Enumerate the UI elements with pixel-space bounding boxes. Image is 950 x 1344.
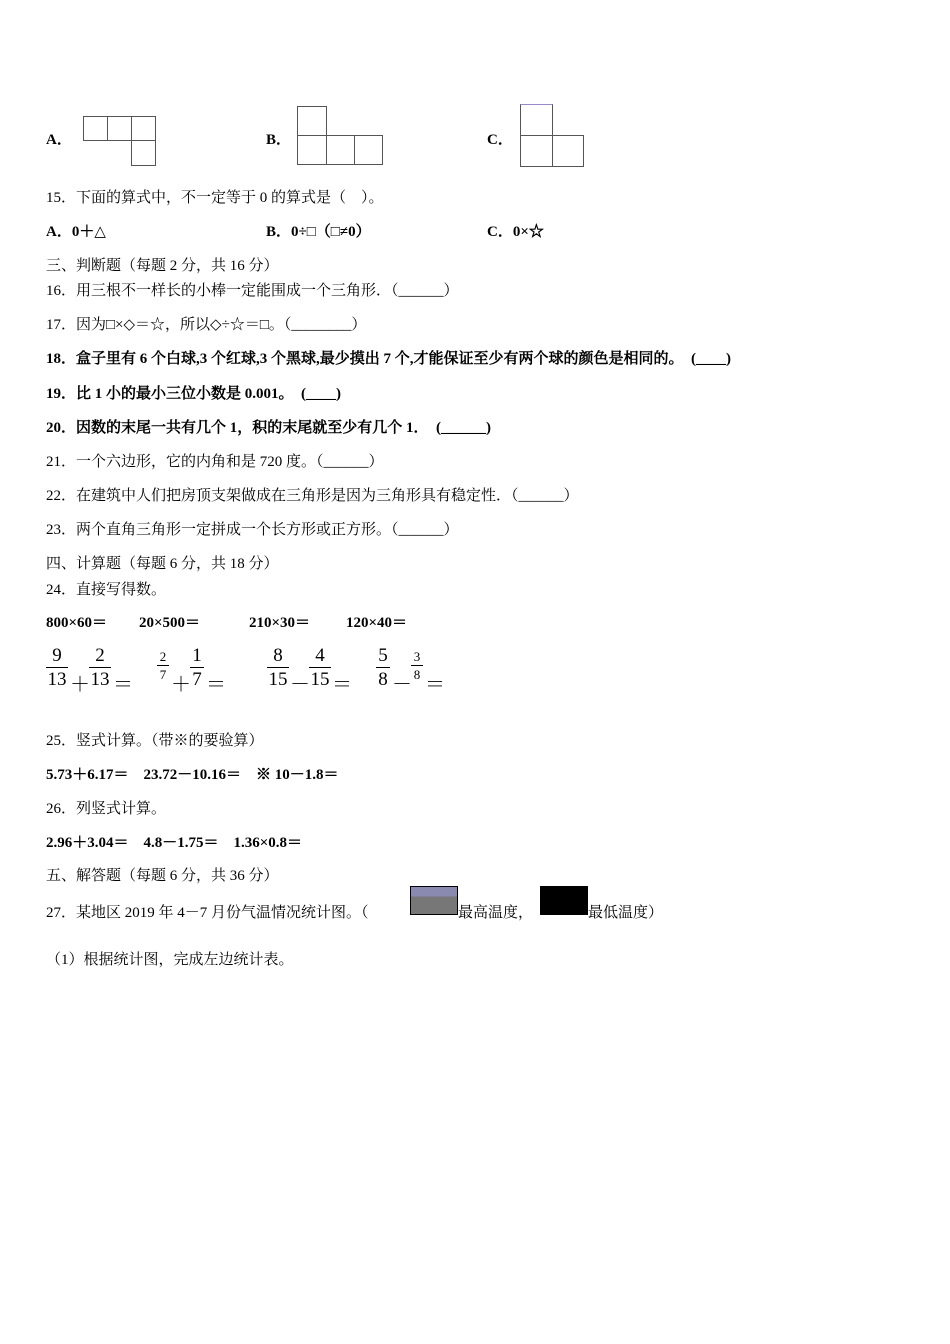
question-25-row: 5.73＋6.17＝ 23.72－10.16＝ ※ 10－1.8＝: [46, 767, 339, 783]
equals: ＝: [113, 674, 133, 696]
question-15-option-b: B．0÷□（□≠0）: [266, 224, 371, 240]
fraction: 8 15: [268, 645, 288, 690]
option-a-label: A．: [46, 132, 72, 148]
question-15-stem: 15．下面的算式中，不一定等于 0 的算式是（ ）。: [46, 190, 384, 206]
judgment-20: 20．因数的末尾一共有几个 1，积的末尾就至少有几个 1． (______): [46, 420, 491, 436]
operator: －: [290, 674, 310, 696]
judgment-17: 17．因为□×◇＝☆，所以◇÷☆＝□。（________）: [46, 317, 367, 333]
calc-24-2: 20×500＝: [139, 615, 201, 631]
legend-low-swatch: [540, 886, 588, 915]
judgment-22: 22．在建筑中人们把房顶支架做成在三角形是因为三角形具有稳定性．（______）: [46, 488, 579, 504]
question-26-row: 2.96＋3.04＝ 4.8－1.75＝ 1.36×0.8＝: [46, 835, 303, 851]
judgment-18: 18．盒子里有 6 个白球,3 个红球,3 个黑球,最少摸出 7 个,才能保证至少有两个球的颜色是相同的。 (____): [46, 351, 731, 367]
legend-high-label: 最高温度，: [458, 905, 534, 921]
question-27-subquestion-1: （1）根据统计图，完成左边统计表。: [46, 952, 294, 968]
judgment-19: 19．比 1 小的最小三位小数是 0.001。 (____): [46, 386, 341, 402]
calc-24-1: 800×60＝: [46, 615, 108, 631]
fraction: 4 15: [310, 645, 330, 690]
legend-high-swatch: [410, 886, 458, 915]
fraction: 2 7: [157, 650, 169, 681]
fraction: 9 13: [47, 645, 67, 690]
question-24-stem: 24．直接写得数。: [46, 582, 167, 598]
fraction: 2 13: [90, 645, 110, 690]
operator: －: [392, 674, 412, 696]
judgment-23: 23．两个直角三角形一定拼成一个长方形或正方形。（______）: [46, 522, 459, 538]
net-figure-a: [83, 116, 159, 168]
legend-low-label: 最低温度）: [588, 905, 664, 921]
equals: ＝: [206, 674, 226, 696]
judgment-16: 16．用三根不一样长的小棒一定能围成一个三角形．（______）: [46, 283, 459, 299]
operator: ＋: [171, 674, 191, 696]
judgment-21: 21．一个六边形，它的内角和是 720 度。（______）: [46, 454, 384, 470]
calc-24-4: 120×40＝: [346, 615, 408, 631]
question-15-option-a: A．0＋△: [46, 224, 106, 240]
fraction: 3 8: [411, 650, 423, 681]
question-15-option-c: C．0×☆: [487, 224, 544, 240]
section-3-heading: 三、判断题（每题 2 分，共 16 分）: [46, 258, 279, 274]
net-figure-b: [297, 106, 385, 166]
option-b-label: B．: [266, 132, 292, 148]
question-27-stem: 27．某地区 2019 年 4－7 月份气温情况统计图。（: [46, 905, 369, 921]
question-25-stem: 25．竖式计算。（带※的要验算）: [46, 733, 264, 749]
question-26-stem: 26．列竖式计算。: [46, 801, 167, 817]
section-5-heading: 五、解答题（每题 6 分，共 36 分）: [46, 868, 279, 884]
operator: ＋: [70, 674, 90, 696]
net-figure-c: [520, 104, 586, 168]
section-4-heading: 四、计算题（每题 6 分，共 18 分）: [46, 556, 279, 572]
equals: ＝: [425, 674, 445, 696]
calc-24-3: 210×30＝: [249, 615, 311, 631]
option-c-label: C．: [487, 132, 513, 148]
equals: ＝: [332, 674, 352, 696]
fraction: 1 7: [190, 646, 204, 689]
fraction: 5 8: [376, 646, 390, 689]
